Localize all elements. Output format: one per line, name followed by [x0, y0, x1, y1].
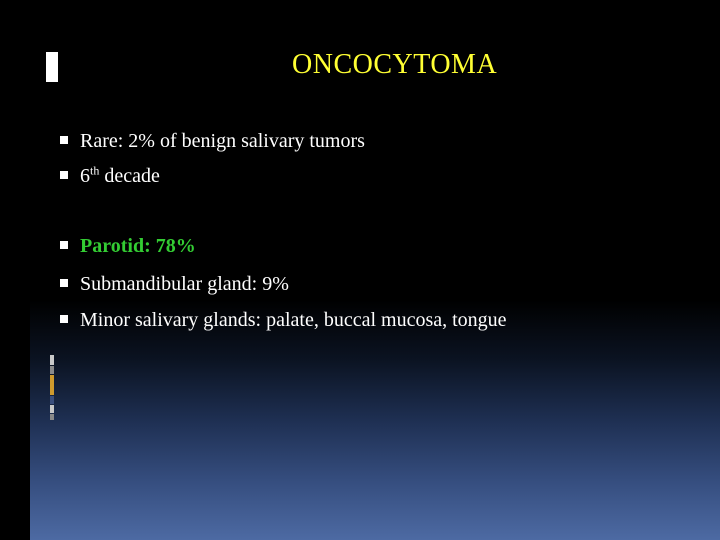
- bullet-item: [60, 307, 507, 333]
- bullet-square-icon: [60, 279, 68, 287]
- bullet-item: [60, 163, 160, 189]
- bullet-text-highlight: Parotid: 78%: [80, 235, 196, 257]
- title-marker-bar: [46, 52, 58, 82]
- bullet-text-superscript: th: [90, 163, 100, 178]
- bullet-square-icon: [60, 171, 68, 179]
- accent-bar: [50, 375, 54, 395]
- bullet-item-highlight: [60, 233, 196, 259]
- slide-title: ONCOCYTOMA: [292, 49, 498, 80]
- bullet-square-icon: [60, 315, 68, 323]
- bullet-text: Minor salivary glands: palate, buccal mucosa, tongue: [80, 309, 507, 331]
- accent-bar: [50, 405, 54, 413]
- accent-bar: [50, 366, 54, 374]
- bullet-item: [60, 271, 289, 297]
- bullet-text: Rare: 2% of benign salivary tumors: [80, 130, 365, 152]
- bullet-square-icon: [60, 241, 68, 249]
- bullet-item: [60, 128, 365, 154]
- bullet-text: Submandibular gland: 9%: [80, 273, 289, 295]
- bullet-square-icon: [60, 136, 68, 144]
- accent-bar: [50, 396, 54, 404]
- bullet-text-prefix: 6: [80, 165, 90, 187]
- accent-bar: [50, 414, 54, 420]
- content-panel: [30, 0, 720, 540]
- left-strip: [0, 0, 30, 540]
- bullet-text-suffix: decade: [99, 165, 160, 187]
- accent-bar: [50, 355, 54, 365]
